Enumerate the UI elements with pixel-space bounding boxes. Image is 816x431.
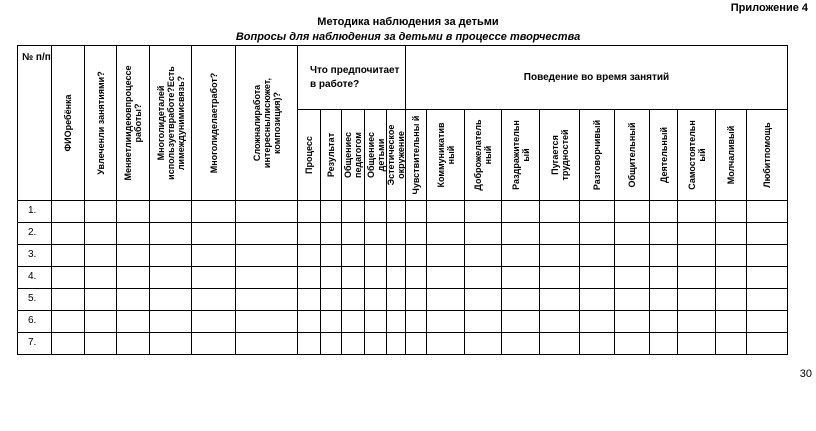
header-benevolent: Доброжелатель ный	[465, 110, 502, 201]
table-cell[interactable]	[580, 223, 615, 245]
table-cell[interactable]	[85, 289, 117, 311]
table-cell[interactable]	[502, 267, 540, 289]
header-aesthetic: Эстетическое окружение	[387, 110, 406, 201]
table-cell[interactable]	[465, 223, 502, 245]
table-cell[interactable]	[387, 289, 406, 311]
table-row	[18, 267, 788, 289]
table-cell[interactable]	[342, 289, 365, 311]
header-result: Результат	[321, 110, 342, 201]
table-cell[interactable]	[321, 223, 342, 245]
table-cell[interactable]	[85, 201, 117, 223]
table-cell[interactable]	[406, 333, 427, 355]
table-cell[interactable]	[387, 267, 406, 289]
header-talk-children: Общениес детьми	[365, 110, 387, 201]
header-fio: ФИОребёнка	[52, 46, 85, 201]
table-cell[interactable]	[716, 333, 747, 355]
table-cell[interactable]	[150, 245, 192, 267]
table-cell[interactable]	[52, 201, 85, 223]
table-row	[18, 201, 788, 223]
table-cell[interactable]	[342, 311, 365, 333]
header-afraid: Пугается трудностей	[540, 110, 580, 201]
table-cell[interactable]	[678, 223, 716, 245]
table-cell[interactable]	[465, 333, 502, 355]
table-cell[interactable]	[85, 223, 117, 245]
table-cell[interactable]	[236, 201, 298, 223]
table-cell[interactable]	[298, 201, 321, 223]
table-cell[interactable]	[406, 201, 427, 223]
row-number: 3.	[18, 245, 52, 267]
header-independent: Самостоятельн ый	[678, 110, 716, 201]
table-cell[interactable]	[150, 267, 192, 289]
table-cell[interactable]	[465, 201, 502, 223]
table-cell[interactable]	[236, 267, 298, 289]
table-cell[interactable]	[716, 267, 747, 289]
table-cell[interactable]	[650, 223, 678, 245]
table-cell[interactable]	[298, 245, 321, 267]
table-cell[interactable]	[298, 289, 321, 311]
table-cell[interactable]	[678, 311, 716, 333]
table-cell[interactable]	[117, 245, 150, 267]
table-cell[interactable]	[747, 267, 788, 289]
table-cell[interactable]	[52, 223, 85, 245]
table-cell[interactable]	[321, 201, 342, 223]
table-cell[interactable]	[117, 267, 150, 289]
table-cell[interactable]	[502, 311, 540, 333]
header-prefers-group: Что предпочитает в работе?	[298, 46, 406, 110]
table-cell[interactable]	[150, 289, 192, 311]
table-cell[interactable]	[192, 333, 236, 355]
table-cell[interactable]	[650, 201, 678, 223]
table-cell[interactable]	[716, 289, 747, 311]
table-cell[interactable]	[465, 245, 502, 267]
table-cell[interactable]	[192, 267, 236, 289]
table-cell[interactable]	[365, 267, 387, 289]
table-cell[interactable]	[406, 311, 427, 333]
table-cell[interactable]	[365, 245, 387, 267]
table-cell[interactable]	[365, 289, 387, 311]
table-cell[interactable]	[85, 333, 117, 355]
page-number: 30	[799, 368, 812, 380]
table-cell[interactable]	[427, 245, 465, 267]
table-cell[interactable]	[427, 223, 465, 245]
table-cell[interactable]	[716, 201, 747, 223]
table-cell[interactable]	[615, 289, 650, 311]
row-number: 2.	[18, 223, 52, 245]
table-cell[interactable]	[580, 333, 615, 355]
table-cell[interactable]	[615, 333, 650, 355]
table-cell[interactable]	[117, 333, 150, 355]
table-cell[interactable]	[85, 267, 117, 289]
header-talkative: Разговорчивый	[580, 110, 615, 201]
header-sociable: Общительный	[615, 110, 650, 201]
table-cell[interactable]	[387, 311, 406, 333]
table-cell[interactable]	[615, 267, 650, 289]
table-cell[interactable]	[52, 267, 85, 289]
table-cell[interactable]	[502, 245, 540, 267]
table-cell[interactable]	[580, 267, 615, 289]
header-behavior-group: Поведение во время занятий	[406, 46, 788, 110]
row-number: 1.	[18, 201, 52, 223]
table-cell[interactable]	[365, 201, 387, 223]
table-cell[interactable]	[650, 289, 678, 311]
table-cell[interactable]	[117, 223, 150, 245]
header-active: Деятельный	[650, 110, 678, 201]
table-row	[18, 223, 788, 245]
table-cell[interactable]	[52, 333, 85, 355]
table-cell[interactable]	[502, 333, 540, 355]
row-number: 7.	[18, 333, 52, 355]
table-cell[interactable]	[321, 289, 342, 311]
table-cell[interactable]	[615, 201, 650, 223]
header-talk-teacher: Общениес педагогом	[342, 110, 365, 201]
table-cell[interactable]	[540, 223, 580, 245]
table-cell[interactable]	[502, 223, 540, 245]
table-cell[interactable]	[678, 245, 716, 267]
table-cell[interactable]	[540, 201, 580, 223]
table-cell[interactable]	[465, 289, 502, 311]
table-cell[interactable]	[342, 201, 365, 223]
table-cell[interactable]	[150, 223, 192, 245]
table-cell[interactable]	[150, 311, 192, 333]
table-cell[interactable]	[580, 289, 615, 311]
table-cell[interactable]	[502, 289, 540, 311]
table-cell[interactable]	[365, 311, 387, 333]
header-process: Процесс	[298, 110, 321, 201]
table-cell[interactable]	[298, 311, 321, 333]
table-cell[interactable]	[580, 201, 615, 223]
table-cell[interactable]	[650, 311, 678, 333]
table-cell[interactable]	[342, 245, 365, 267]
table-cell[interactable]	[192, 245, 236, 267]
table-cell[interactable]	[580, 245, 615, 267]
header-many-works: Многолиделаетработ?	[192, 46, 236, 201]
table-cell[interactable]	[117, 201, 150, 223]
table-cell[interactable]	[650, 245, 678, 267]
table-cell[interactable]	[678, 267, 716, 289]
table-cell[interactable]	[236, 311, 298, 333]
table-cell[interactable]	[427, 311, 465, 333]
table-cell[interactable]	[387, 201, 406, 223]
table-cell[interactable]	[342, 267, 365, 289]
header-complex: Сложналиработа интереснылисюжет, композиция)?	[236, 46, 298, 201]
table-cell[interactable]	[406, 245, 427, 267]
table-cell[interactable]	[342, 223, 365, 245]
table-cell[interactable]	[406, 267, 427, 289]
table-cell[interactable]	[427, 267, 465, 289]
table-cell[interactable]	[747, 223, 788, 245]
page-title: Методика наблюдения за детьми	[317, 16, 499, 28]
table-cell[interactable]	[678, 201, 716, 223]
header-communicative: Коммуникатив ный	[427, 110, 465, 201]
table-row	[18, 311, 788, 333]
table-cell[interactable]	[716, 245, 747, 267]
table-cell[interactable]	[427, 201, 465, 223]
table-cell[interactable]	[342, 333, 365, 355]
table-cell[interactable]	[192, 201, 236, 223]
header-sensitive: Чувствительны й	[406, 110, 427, 201]
table-cell[interactable]	[365, 223, 387, 245]
table-cell[interactable]	[236, 333, 298, 355]
table-cell[interactable]	[365, 333, 387, 355]
table-cell[interactable]	[540, 245, 580, 267]
table-cell[interactable]	[650, 267, 678, 289]
table-cell[interactable]	[298, 223, 321, 245]
table-row	[18, 333, 788, 355]
table-cell[interactable]	[52, 311, 85, 333]
table-cell[interactable]	[747, 289, 788, 311]
table-cell[interactable]	[321, 267, 342, 289]
table-cell[interactable]	[321, 245, 342, 267]
table-cell[interactable]	[406, 289, 427, 311]
table-cell[interactable]	[678, 333, 716, 355]
page-subtitle: Вопросы для наблюдения за детьми в процессе творчества	[235, 31, 581, 43]
table-cell[interactable]	[747, 311, 788, 333]
header-silent: Молчаливый	[716, 110, 747, 201]
row-number: 4.	[18, 267, 52, 289]
table-cell[interactable]	[192, 223, 236, 245]
table-cell[interactable]	[615, 223, 650, 245]
table-cell[interactable]	[150, 201, 192, 223]
row-number: 6.	[18, 311, 52, 333]
table-cell[interactable]	[387, 245, 406, 267]
table-cell[interactable]	[321, 333, 342, 355]
table-cell[interactable]	[540, 289, 580, 311]
table-cell[interactable]	[747, 201, 788, 223]
table-cell[interactable]	[406, 223, 427, 245]
table-cell[interactable]	[85, 311, 117, 333]
table-cell[interactable]	[150, 333, 192, 355]
table-cell[interactable]	[192, 311, 236, 333]
appendix-label: Приложение 4	[730, 2, 808, 14]
table-cell[interactable]	[540, 311, 580, 333]
header-curious: Любитпомощь	[747, 110, 788, 201]
table-cell[interactable]	[236, 223, 298, 245]
table-cell[interactable]	[192, 289, 236, 311]
table-cell[interactable]	[298, 333, 321, 355]
table-cell[interactable]	[427, 333, 465, 355]
observation-table	[17, 45, 788, 355]
table-cell[interactable]	[615, 311, 650, 333]
table-cell[interactable]	[427, 289, 465, 311]
table-cell[interactable]	[716, 223, 747, 245]
header-interest: Увлеченли занятиями?	[85, 46, 117, 201]
table-cell[interactable]	[298, 267, 321, 289]
row-number: 5.	[18, 289, 52, 311]
table-cell[interactable]	[678, 289, 716, 311]
table-cell[interactable]	[117, 311, 150, 333]
table-cell[interactable]	[52, 289, 85, 311]
table-cell[interactable]	[502, 201, 540, 223]
table-cell[interactable]	[540, 333, 580, 355]
table-cell[interactable]	[236, 245, 298, 267]
table-cell[interactable]	[747, 333, 788, 355]
table-cell[interactable]	[85, 245, 117, 267]
table-cell[interactable]	[387, 223, 406, 245]
table-cell[interactable]	[716, 311, 747, 333]
table-cell[interactable]	[52, 245, 85, 267]
table-cell[interactable]	[465, 267, 502, 289]
header-change-idea: Меняетлиидеювпроцессе работы?	[117, 46, 150, 201]
table-cell[interactable]	[465, 311, 502, 333]
header-irritable: Раздражительн ый	[502, 110, 540, 201]
table-cell[interactable]	[117, 289, 150, 311]
table-cell[interactable]	[321, 311, 342, 333]
table-cell[interactable]	[747, 245, 788, 267]
table-row	[18, 245, 788, 267]
table-cell[interactable]	[615, 245, 650, 267]
table-row	[18, 289, 788, 311]
table-cell[interactable]	[540, 267, 580, 289]
table-cell[interactable]	[580, 311, 615, 333]
header-number: № п/п	[18, 46, 52, 201]
table-cell[interactable]	[236, 289, 298, 311]
table-cell[interactable]	[650, 333, 678, 355]
header-details: Многолидеталей используетвработе?Есть лимеждунимисвязь?	[150, 46, 192, 201]
table-cell[interactable]	[387, 333, 406, 355]
